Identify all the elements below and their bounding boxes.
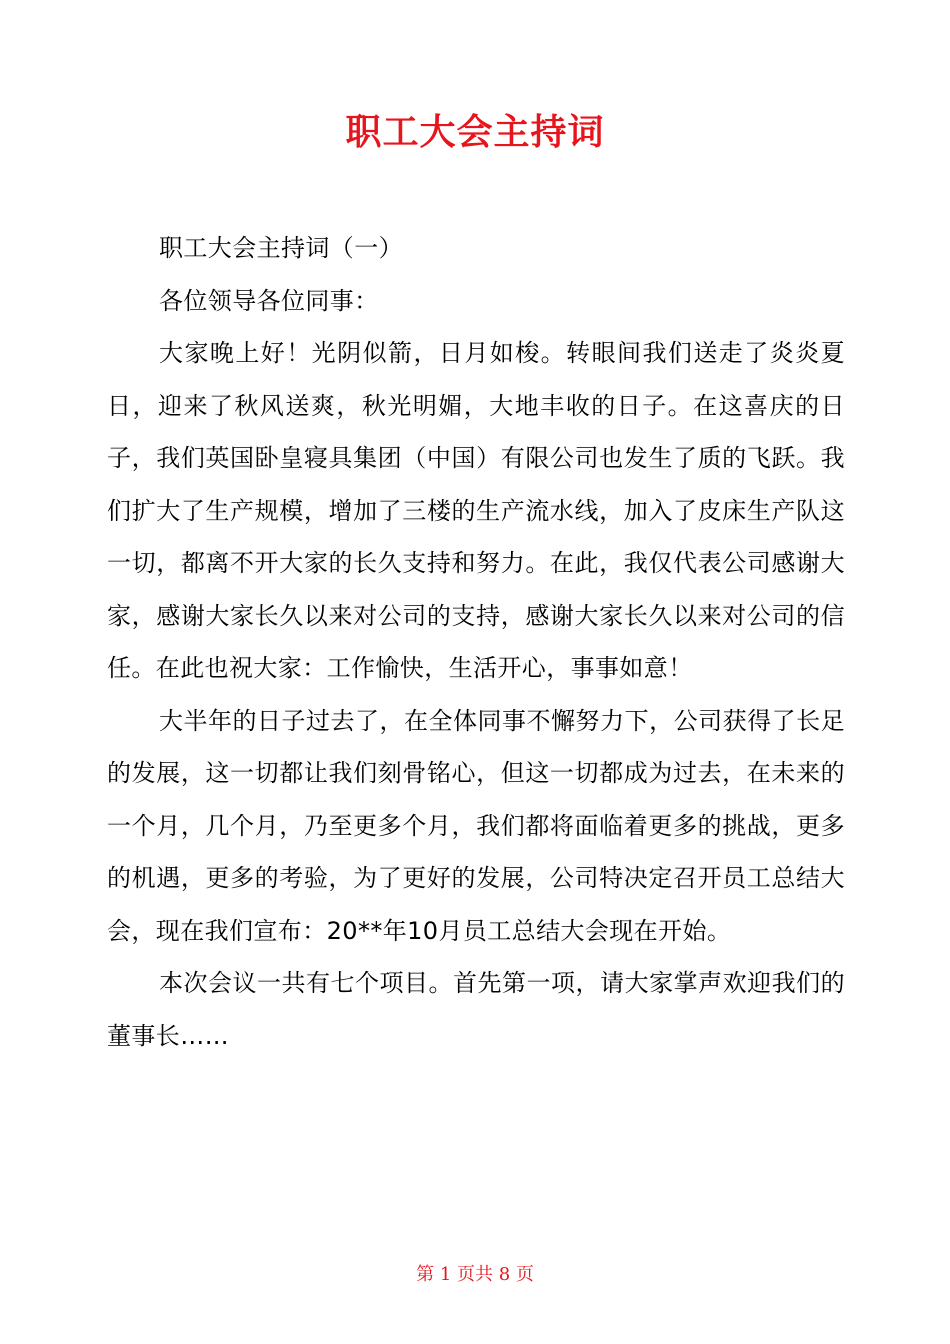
salutation: 各位领导各位同事： bbox=[159, 286, 379, 315]
body-paragraph: 大半年的日子过去了，在全体同事不懈努力下，公司获得了长足的发展，这一切都让我们刻骨铭心，但这一切都成为过去，在未来的一个月，几个月，乃至更多个月，我们都将面临着更多的挑战，更多的机遇，更多的考验，为了更好的发展，公司特决定召开员工总结大会，现在我们宣布：20**年10月员工总结大会现在开始。 bbox=[107, 706, 845, 945]
page-number-footer: 第 1 页共 8 页 bbox=[416, 1264, 534, 1285]
document-title: 职工大会主持词 bbox=[345, 112, 605, 153]
body-paragraph: 大家晚上好！光阴似箭，日月如梭。转眼间我们送走了炎炎夏日，迎来了秋风送爽，秋光明媚，大地丰收的日子。在这喜庆的日子，我们英国卧皇寝具集团（中国）有限公司也发生了质的飞跃。我们扩大了生产规模，增加了三楼的生产流水线，加入了皮床生产队这一切，都离不开大家的长久支持和努力。在此，我仅代表公司感谢大家，感谢大家长久以来对公司的支持，感谢大家长久以来对公司的信任。在此也祝大家：工作愉快，生活开心，事事如意！ bbox=[107, 339, 845, 682]
document-body bbox=[107, 222, 845, 1062]
section-heading: 职工大会主持词（一） bbox=[159, 234, 403, 262]
body-paragraph: 本次会议一共有七个项目。首先第一项，请大家掌声欢迎我们的董事长…… bbox=[107, 969, 845, 1050]
